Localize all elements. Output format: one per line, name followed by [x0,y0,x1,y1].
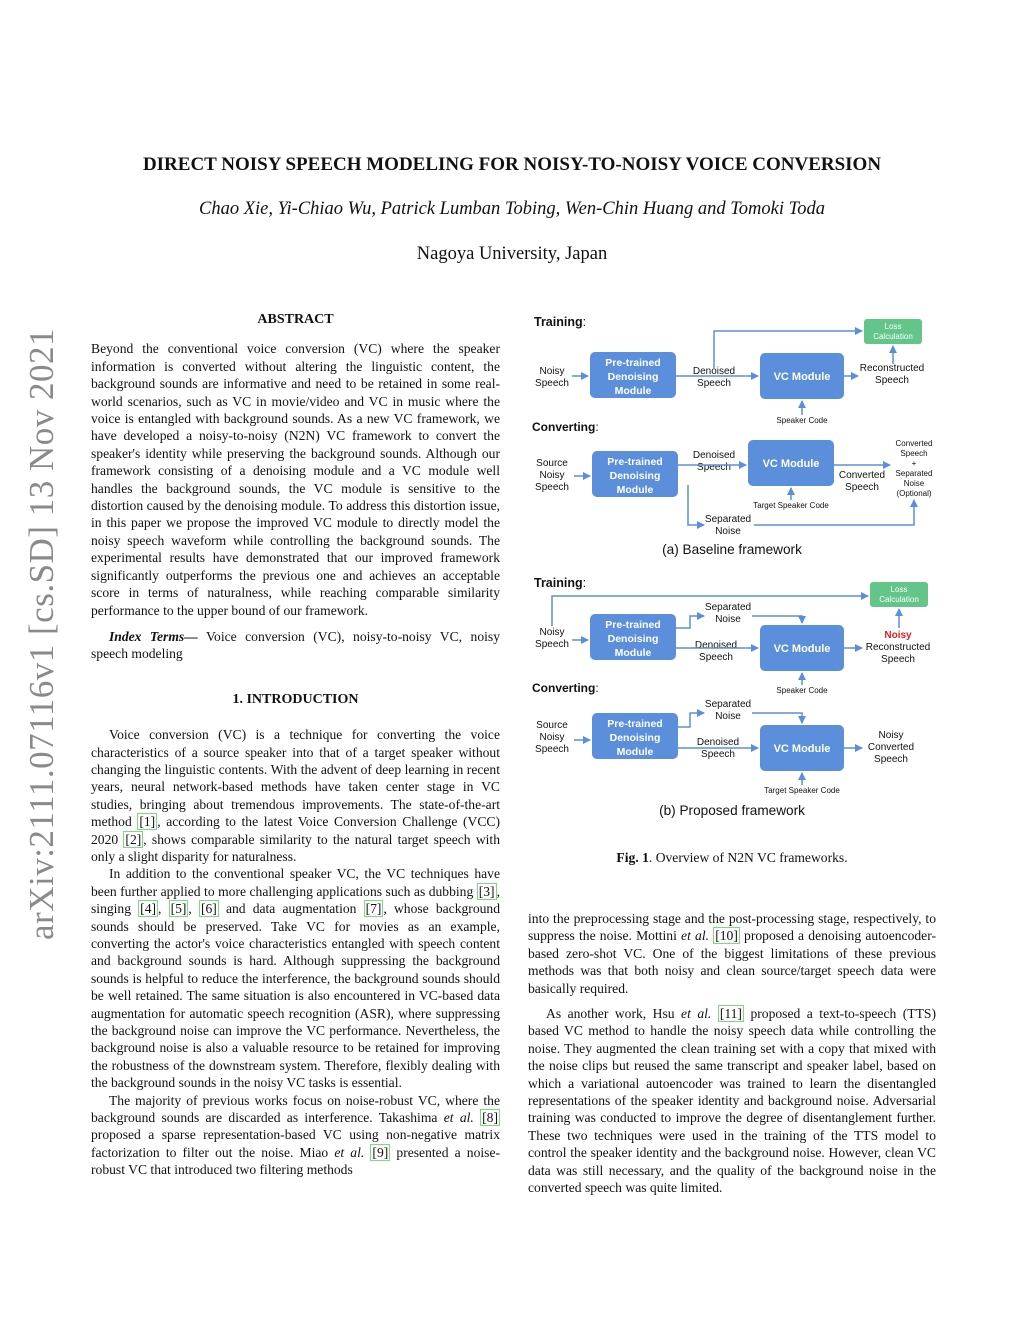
citation-link[interactable]: [5] [170,901,187,917]
module-label: Pre-trained [607,456,663,468]
separated-noise-label: Separated [704,602,752,613]
text: , singing [91,883,500,917]
arrow [678,713,704,727]
text: proposed a denoising autoencoder-based zero-shot VC. One of the biggest limitations of these previous methods was that both noisy and clean source/target speech data were basically required. [528,928,936,996]
denoised-label: Denoised [694,640,738,651]
text: presented a noise-robust VC that introduced two filtering methods [91,1144,501,1178]
converting-label-b: Converting: [532,681,599,695]
converting-label-a: Converting: [532,420,599,434]
citation-link[interactable]: [10] [715,928,738,944]
denoised-label: Speech [697,378,731,389]
authors: Chao Xie, Yi-Chiao Wu, Patrick Lumban Tobing, Wen-Chin Huang and Tomoki Toda [199,199,825,219]
module-label: Denoising [607,633,659,645]
separated-noise-label: Separated [704,699,752,710]
output-label: Converted [895,439,933,448]
text: et al. [334,1144,365,1160]
reconstructed-label: Reconstructed [859,363,925,374]
source-noisy-speech-label: Source [536,458,568,469]
denoised-label: Speech [697,462,731,473]
loss-label: Loss [884,322,902,331]
output-label: Speech [900,449,928,458]
arxiv-sidebar: arXiv:2111.07116v1 [cs.SD] 13 Nov 2021 [22,327,61,940]
arrow [688,485,704,525]
intro-paragraph-1 [91,726,500,865]
target-speaker-code-label: Target Speaker Code [753,501,829,510]
source-noisy-speech-label: Noisy [539,470,565,481]
noisy-speech-label: Noisy [539,627,565,638]
module-label: Module [614,385,652,397]
module-label: VC Module [762,458,820,470]
training-label-b: Training: [534,576,587,590]
loss-label: Calculation [879,595,919,604]
text: In addition to the conventional speaker VC, the VC techniques have been further applied to more challenging applications such as dubbing [91,866,500,899]
text: The majority of previous works focus on noise-robust VC, where the background sounds are discarded as interference. Takashima [91,1092,500,1126]
text: , [188,901,199,917]
text: et al. [681,928,710,944]
speaker-code-label: Speaker Code [776,686,828,695]
figure-number: Fig. 1 [616,850,649,865]
intro-heading: 1. INTRODUCTION [232,691,359,707]
text: Voice conversion (VC) is a technique for converting the voice characteristics of a source speaker into that of a target speaker without changing the linguistic contents. With the advent of deep learning in recent years, neural network-based methods have taken center stage in VC studies, bringing about tremendous improvements. The state-of-the-art method [91,727,500,830]
citation-link[interactable]: [3] [478,883,495,899]
text: , whose background sounds should be preserved. Take VC for movies as an example, converting the actor's voice characteristics entangled with speech content and background sounds is hard. Although suppressing the background sounds is helpful to reduce the interference, the background sounds should be well retained. The same situation is also encountered in VC-based data augmentation for automatic speech recognition (ASR), where suppressing the background noise can improve the VC performance. Nevertheless, the background noise is also a valuable resource to be retained for improving the robustness of the downstream system. Therefore, flexibly dealing with the background sounds in the noisy VC tasks is essential. [91,901,501,1091]
text: proposed a sparse representation-based VC using non-negative matrix factorization to filter out the noise. Miao [91,1127,500,1160]
intro-paragraph-3 [91,1092,500,1179]
reconstructed-label: Speech [875,375,909,386]
index-terms-label: Index Terms— [109,628,198,644]
figure-caption [528,850,936,866]
module-label: Pre-trained [607,718,663,730]
text: , according to the latest Voice Conversion Challenge (VCC) 2020 [91,814,500,847]
separated-noise-label: Separated [704,514,752,525]
noisy-speech-label: Speech [535,378,569,389]
denoised-label: Denoised [696,737,740,748]
module-label: Denoising [607,371,659,383]
denoised-label: Denoised [692,366,736,377]
source-noisy-speech-label: Speech [535,482,569,493]
module-label: Pre-trained [605,357,661,369]
index-terms [91,628,500,663]
reconstructed-label: Speech [881,654,915,665]
denoised-label: Denoised [692,450,736,461]
citation-link[interactable]: [9] [372,1144,389,1160]
noisy-converted-label: Speech [874,754,908,765]
loss-label: Calculation [873,332,913,341]
right-paragraph-2 [528,1005,936,1196]
affiliation: Nagoya University, Japan [416,244,608,264]
reconstructed-label: Reconstructed [865,642,931,653]
source-noisy-speech-label: Speech [535,744,569,755]
module-label: VC Module [773,643,831,655]
separated-noise-label: Noise [715,526,741,537]
noisy-converted-label: Converted [867,742,915,753]
module-label: Module [616,746,654,758]
output-label: + [911,459,917,468]
source-noisy-speech-label: Source [536,720,568,731]
citation-link[interactable]: [4] [140,901,157,917]
framework-figure [528,310,948,818]
citation-link[interactable]: [7] [365,901,382,917]
output-label: (Optional) [896,489,932,498]
text: into the preprocessing stage and the post-processing stage, respectively, to suppress the noise. Mottini [528,911,936,944]
arrow [676,616,704,628]
noisy-speech-label: Noisy [539,366,565,377]
right-paragraph-1 [528,910,936,997]
noisy-red-label: Noisy [884,630,912,641]
output-label: Separated [895,469,933,478]
intro-paragraph-2 [91,865,500,1091]
separated-noise-label: Noise [715,711,741,722]
index-terms-text: Voice conversion (VC), noisy-to-noisy VC, noisy speech modeling [91,628,500,662]
noisy-converted-label: Noisy [878,730,904,741]
text [711,1006,717,1021]
text: et al. [443,1110,474,1126]
arrow [752,616,802,623]
citation-link[interactable]: [8] [482,1110,498,1126]
abstract-section [91,311,500,1179]
citation-link[interactable]: [11] [719,1006,742,1022]
speaker-code-label: Speaker Code [776,416,828,425]
converted-speech-label: Speech [845,482,879,493]
denoised-label: Speech [699,652,733,663]
text: , shows comparable similarity to the natural target speech with only a slight disparity for naturalness. [91,831,500,864]
module-label: VC Module [773,743,831,755]
text: , [158,901,169,917]
paper-title: DIRECT NOISY SPEECH MODELING FOR NOISY-TO-NOISY VOICE CONVERSION [142,154,882,175]
converted-speech-label: Converted [838,470,886,481]
text: proposed a text-to-speech (TTS) based VC method to handle the noisy speech data while controlling the noise. They augmented the clean training set with a copy that mixed with the noise clips but reused the same transcript and speaker label, based on which a variational autoencoder was trained to learn the disentangled representations of the speaker identity and background noise. Adversarial training was conducted to improve the degree of disentanglement further. These two techniques were used in the training of the TTS model to control the speaker identity and the background noise. However, clean VC data was still necessary, and the quality of the background noise in the converted speech was quite limited. [528,1006,936,1196]
caption-a: (a) Baseline framework [662,542,802,557]
citation-link[interactable]: [2] [125,831,142,847]
citation-link[interactable]: [1] [139,814,156,830]
abstract-text: Beyond the conventional voice conversion (VC) where the speaker information is converted without altering the linguistic content, the background sounds are informative and need to be retained in some real-world scenarios, such as VC in movie/video and VC in music where the voice is entangled with background sounds. As a new VC framework, we have developed a noisy-to-noisy (N2N) VC framework to convert the speaker's identity while preserving the background sounds. Although our framework consisting of a denoising module and a VC module well handles the background sounds, the VC module is sensitive to the distortion caused by the denoising module. To address this distortion issue, in this paper we propose the improved VC module to directly model the noisy speech waveform while controlling the background sounds. The experimental results have demonstrated that our improved framework significantly outperforms the previous one and achieves an acceptable score in terms of naturalness, while reaching comparable similarity performance to the upper bound of our framework. [91,341,500,618]
training-label-a: Training: [534,315,587,329]
module-label: Pre-trained [605,619,661,631]
output-label: Noise [903,479,925,488]
noisy-speech-label: Speech [535,639,569,650]
module-label: VC Module [773,371,831,383]
source-noisy-speech-label: Noisy [539,732,565,743]
text: and data augmentation [218,901,364,917]
right-column-text [528,910,936,1197]
caption-b: (b) Proposed framework [659,803,805,818]
text: et al. [681,1006,712,1022]
citation-link[interactable]: [6] [200,901,217,917]
loss-label: Loss [890,585,908,594]
figure-caption-text: . Overview of N2N VC frameworks. [648,850,848,865]
denoised-label: Speech [701,749,735,760]
text: As another work, Hsu [546,1006,682,1022]
arrow [752,713,802,723]
separated-noise-label: Noise [715,614,741,625]
module-label: Module [614,647,652,659]
module-label: Denoising [609,732,661,744]
module-label: Module [616,484,654,496]
module-label: Denoising [609,470,661,482]
target-speaker-code-label: Target Speaker Code [764,786,840,795]
abstract-heading: ABSTRACT [257,312,334,327]
